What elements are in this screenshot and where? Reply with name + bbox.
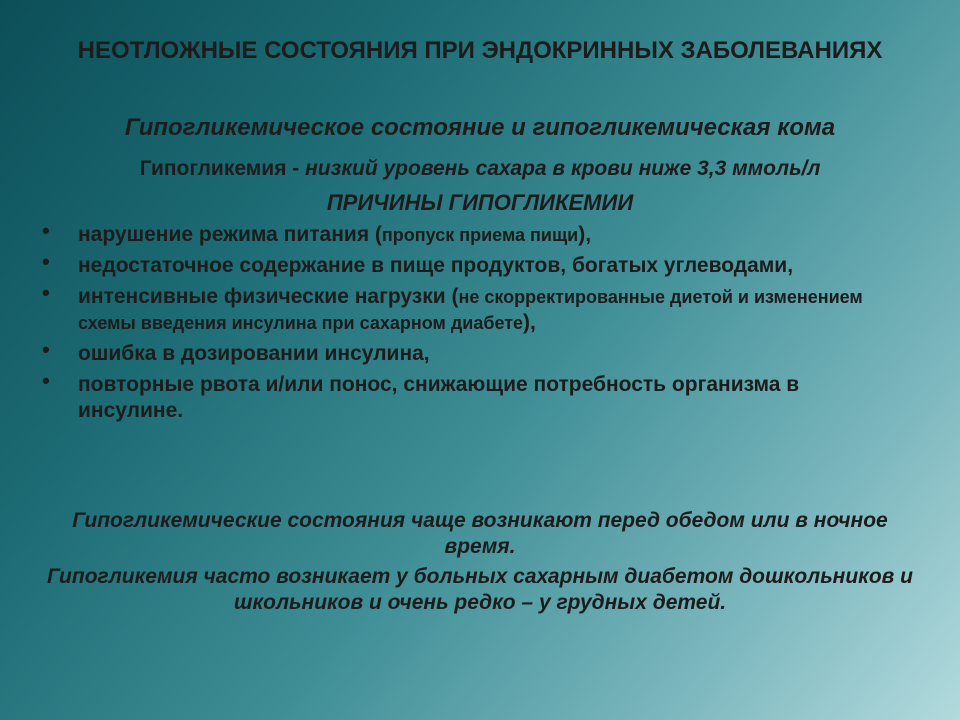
cause-detail: не скорректированные диетой и изменением схемы введения инсулина при сахарном диабете — [78, 287, 863, 333]
cause-main: ошибка в дозировании инсулина, — [78, 342, 430, 365]
slide-subtitle: Гипогликемическое состояние и гипогликемическая кома — [124, 114, 836, 141]
bullet-icon: • — [42, 218, 50, 243]
causes-list — [40, 218, 890, 429]
bullet-icon: • — [42, 249, 50, 274]
cause-item — [40, 249, 890, 279]
prevalence-note: Гипогликемия часто возникает у больных сахарным диабетом дошкольников и школьников и очень редко – у грудных детей. — [46, 565, 914, 614]
cause-tail: ), — [523, 311, 536, 334]
definition-dash: - — [286, 157, 306, 180]
cause-item — [40, 337, 890, 367]
cause-item — [40, 368, 890, 424]
cause-tail: ), — [578, 223, 592, 246]
definition-text: низкий уровень сахара в крови ниже 3,3 ммоль/л — [305, 157, 821, 180]
bullet-icon: • — [42, 280, 50, 305]
cause-item — [40, 218, 890, 248]
definition-line — [20, 155, 940, 183]
cause-item — [40, 280, 890, 336]
cause-main: интенсивные физические нагрузки ( — [78, 285, 459, 308]
causes-heading: ПРИЧИНЫ ГИПОГЛИКЕМИИ — [326, 190, 634, 215]
cause-detail: пропуск приема пищи — [381, 225, 579, 245]
bullet-icon: • — [42, 368, 50, 393]
timing-note: Гипогликемические состояния чаще возникают перед обедом или в ночное время. — [72, 509, 888, 558]
bullet-icon: • — [42, 337, 50, 362]
definition-term: Гипогликемия — [139, 157, 287, 180]
cause-main: недостаточное содержание в пище продуктов, богатых углеводами, — [78, 254, 794, 277]
cause-main: повторные рвота и/или понос, снижающие потребность организма в инсулине. — [78, 373, 800, 422]
slide-title: НЕОТЛОЖНЫЕ СОСТОЯНИЯ ПРИ ЭНДОКРИННЫХ ЗАБОЛЕВАНИЯХ — [77, 37, 883, 64]
cause-main: нарушение режима питания ( — [78, 223, 382, 246]
